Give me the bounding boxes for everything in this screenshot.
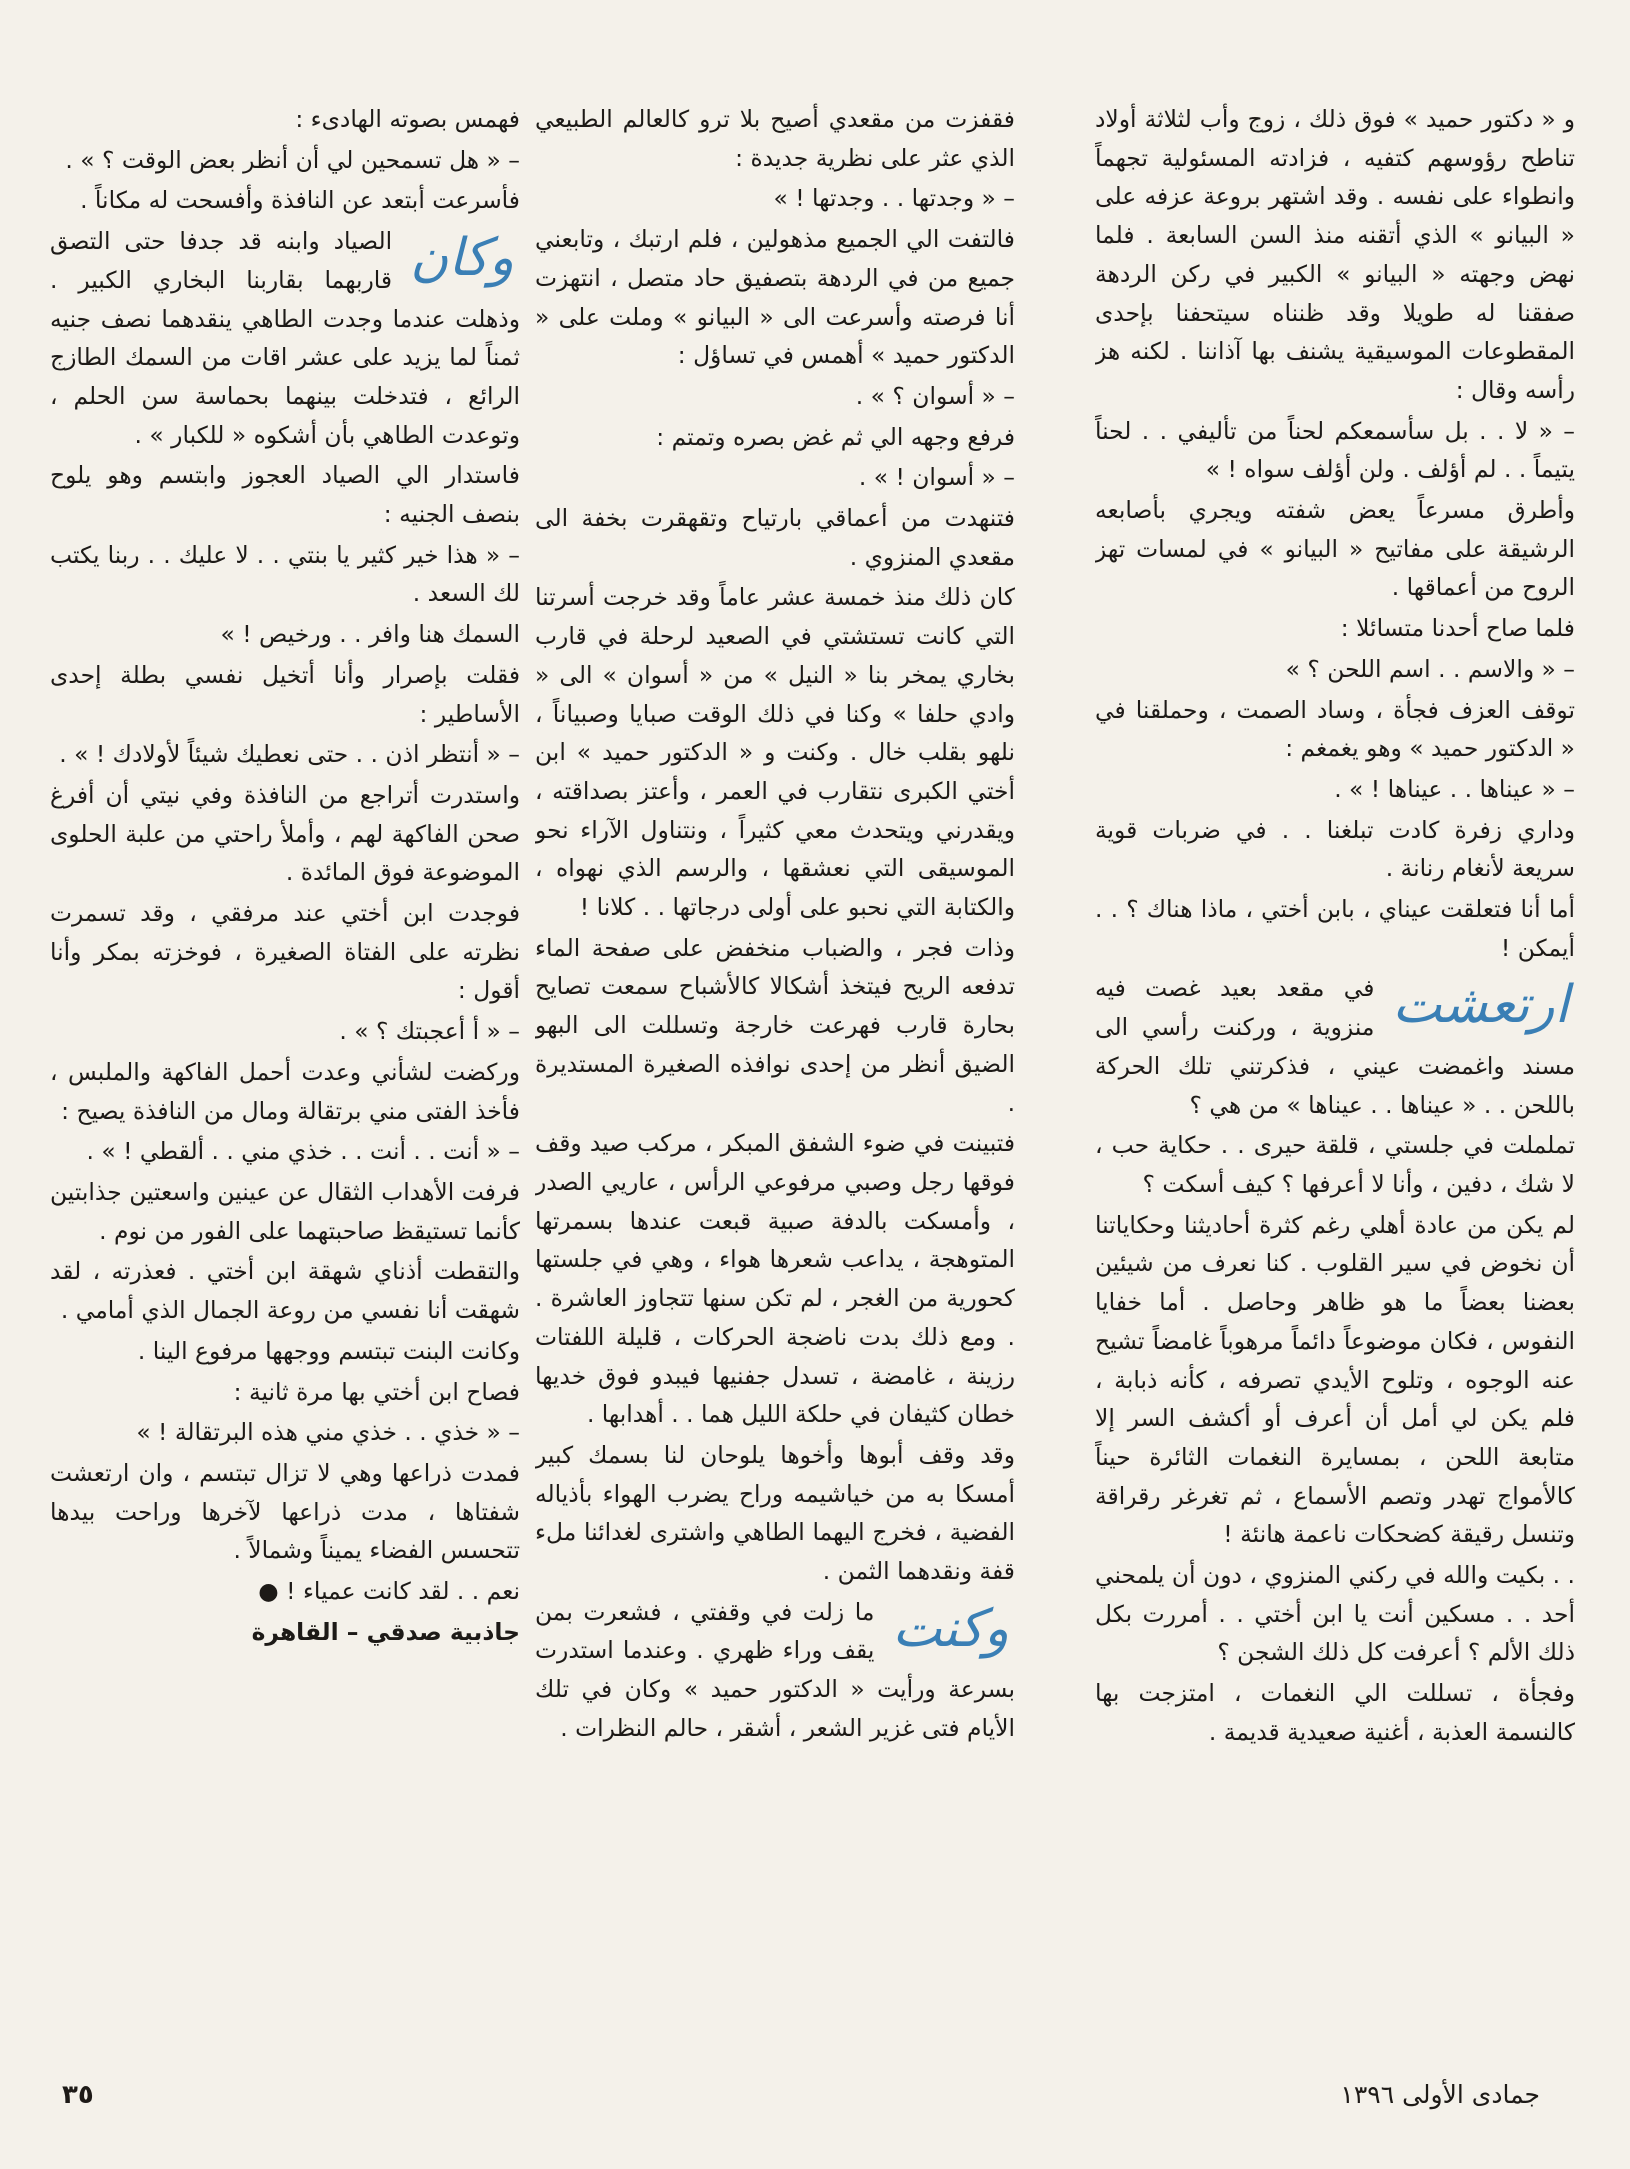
paragraph: فوجدت ابن أختي عند مرفقي ، وقد تسمرت نظرته على الفتاة الصغيرة ، فوخزته بمكر وأنا أقول : [50, 899, 520, 1005]
paragraph-text: في مقعد بعيد غصت فيه منزوية ، وركنت رأسي الى مسند واغمضت عيني ، فذكرتني تلك الحركة باللحن . . « عيناها . . عيناها » من هي ؟ [1095, 974, 1575, 1119]
paragraph: – « هذا خير كثير يا بنتي . . لا عليك . . ربنا يكتب لك السعد . [50, 540, 520, 608]
page-number: ٣٥ [62, 2080, 94, 2110]
paragraph: أما أنا فتعلقت عيناي ، بابن أختي ، ماذا هناك ؟ . . أيمكن ! [1095, 895, 1575, 962]
paragraph: فصاح ابن أختي بها مرة ثانية : [233, 1377, 520, 1406]
paragraph: وأطرق مسرعاً يعض شفته ويجري بأصابعه الرشيقة على مفاتيح « البيانو » في لمسات تهز الروح من أعماقها . [1095, 496, 1575, 602]
decorative-word-right: ارتعشت [1392, 975, 1569, 1036]
paragraph: وفجأة ، تسللت الي النغمات ، امتزجت بها كالنسمة العذبة ، أغنية صعيدية قديمة . [1095, 1679, 1575, 1746]
paragraph-text: الصياد وابنه قد جدفا حتى التصق قاربهما بقاربنا البخاري الكبير . وذهلت عندما وجدت الطاهي ينقدهما نصف جنيه ثمناً لما يزيد على عشر اقات من السمك الطازج الرائع ، فتدخلت بينهما بحماسة سن الحلم ، وتوعدت الطاهي بأن أشكوه « للكبار » . [50, 227, 520, 449]
paragraph: . . بكيت والله في ركني المنزوي ، دون أن يلمحني أحد . . مسكين أنت يا ابن أختي . . أمررت بكل ذلك الألم ؟ أعرفت كل ذلك الشجن ؟ [1095, 1561, 1575, 1667]
issue-date: جمادى الأولى ١٣٩٦ [1340, 2080, 1540, 2109]
paragraph: – « خذي . . خذي مني هذه البرتقالة ! » [136, 1418, 520, 1447]
paragraph: – « عيناها . . عيناها ! » . [1334, 774, 1575, 803]
paragraph: واستدرت أتراجع من النافذة وفي نيتي أن أفرغ صحن الفاكهة لهم ، وأملأ راحتي من علبة الحلوى الموضوعة فوق المائدة . [50, 780, 520, 887]
paragraph: فتنهدت من أعماقي بارتياح وتقهقرت بخفة الى مقعدي المنزوي . [535, 504, 1015, 571]
author-signature: جاذبية صدقي – القاهرة [251, 1617, 520, 1646]
paragraph: – « أسوان ؟ » . [855, 381, 1015, 410]
paragraph: فاستدار الي الصياد العجوز وابتسم وهو يلوح بنصف الجنيه : [50, 461, 520, 529]
article-page [40, 100, 1585, 2060]
decorative-word-middle: وكنت [892, 1598, 1009, 1659]
paragraph: فرفع وجهه الي ثم غض بصره وتمتم : [656, 422, 1015, 451]
column-right [1095, 100, 1575, 2060]
paragraph: – « هل تسمحين لي أن أنظر بعض الوقت ؟ » . [65, 145, 520, 174]
paragraph: – « أسوان ! » . [858, 463, 1015, 492]
paragraph: وذات فجر ، والضباب منخفض على صفحة الماء تدفعه الريح فيتخذ أشكالا كالأشباح سمعت تصايح بحارة قارب فهرعت خارجة وتسللت الى البهو الضيق أنظر من إحدى نوافذه الصغيرة المستديرة . [535, 933, 1015, 1117]
paragraph: – « أنتظر اذن . . حتى نعطيك شيئاً لأولادك ! » . [59, 740, 520, 769]
paragraph: وقد وقف أبوها وأخوها يلوحان لنا بسمك كبير أمسكا به من خياشيمه وراح يضرب الهواء بأذياله الفضية ، فخرج اليهما الطاهي واشترى لغدائنا ملء قفة ونقدهما الثمن . [535, 1440, 1015, 1586]
decorative-word-left: وكان [410, 228, 514, 289]
paragraph: – « وجدتها . . وجدتها ! » [773, 184, 1015, 213]
paragraph: وداري زفرة كادت تبلغنا . . في ضربات قوية سريعة لأنغام رنانة . [1095, 815, 1575, 883]
paragraph: فلما صاح أحدنا متسائلا : [1340, 614, 1575, 643]
paragraph: تململت في جلستي ، قلقة حيرى . . حكاية حب ، لا شك ، دفين ، وأنا لا أعرفها ؟ كيف أسكت ؟ [1095, 1131, 1575, 1198]
paragraph: فقفزت من مقعدي أصيح بلا ترو كالعالم الطبيعي الذي عثر على نظرية جديدة : [535, 105, 1015, 172]
paragraph: فالتفت الي الجميع مذهولين ، فلم ارتبك ، وتابعني جميع من في الردهة بتصفيق حاد متصل ، انتهزت أنا فرصته وأسرعت الى « البيانو » وملت على « الدكتور حميد » أهمس في تساؤل : [535, 225, 1015, 370]
paragraph: نعم . . لقد كانت عمياء ! ● [258, 1577, 520, 1606]
paragraph [1095, 969, 1575, 1124]
column-middle [535, 100, 1015, 2060]
paragraph: توقف العزف فجأة ، وساد الصمت ، وحملقنا في « الدكتور حميد » وهو يغمغم : [1095, 695, 1575, 763]
paragraph: فتبينت في ضوء الشفق المبكر ، مركب صيد وقف فوقها رجل وصبي مرفوعي الرأس ، عاريي الصدر ، وأمسكت بالدفة صبية قبعت عندها بسمرتها المتوهجة ، يداعب شعرها هواء ، وهي في جلستها كحورية من الغجر ، لم تكن سنها تتجاوز العاشرة . . ومع ذلك بدت ناضجة الحركات ، قليلة اللفتات رزينة ، غامضة ، تسدل جفنيها فيبدو فوق خديها خطان كثيفان في حلكة الليل هما . . أهدابها . [535, 1129, 1015, 1429]
paragraph: – « أنت . . أنت . . خذي مني . . ألقطي ! » . [86, 1137, 520, 1166]
paragraph: – « أ أعجبتك ؟ » . [339, 1017, 520, 1046]
paragraph [50, 222, 520, 454]
paragraph: فأسرعت أبتعد عن النافذة وأفسحت له مكاناً . [80, 186, 520, 215]
paragraph: والتقطت أذناي شهقة ابن أختي . فعذرته ، لقد شهقت أنا نفسي من روعة الجمال الذي أمامي . [50, 1257, 520, 1325]
paragraph: و « دكتور حميد » فوق ذلك ، زوج وأب لثلاثة أولاد تناطح رؤوسهم كتفيه ، فزادته المسئولية تجهماً وانطواء على نفسه . وقد اشتهر بروعة عزفه على « البيانو » الذي أتقنه منذ السن السابعة . فلما نهض وجهته « البيانو » الكبير في ركن الردهة صفقنا له طويلا وقد ظنناه سيتحفنا بإحدى المقطوعات الموسيقية يشنف بها آذاننا . لكنه هز رأسه وقال : [1095, 105, 1575, 404]
paragraph-text: ما زلت في وقفتي ، فشعرت بمن يقف وراء ظهري . وعندما استدرت بسرعة ورأيت « الدكتور حميد » وكان في تلك الأيام فتى غزير الشعر ، أشقر ، حالم النظرات . [535, 1597, 1015, 1742]
paragraph: فمدت ذراعها وهي لا تزال تبتسم ، وان ارتعشت شفتاها ، مدت ذراعها لآخرها وراحت بيدها تتحسس الفضاء يميناً وشمالاً . [50, 1458, 520, 1565]
paragraph: – « لا . . بل سأسمعكم لحناً من تأليفي . . لحناً يتيماً . . لم أؤلف . ولن أؤلف سواه ! » [1095, 416, 1575, 484]
paragraph: فقلت بإصرار وأنا أتخيل نفسي بطلة إحدى الأساطير : [50, 660, 520, 728]
column-left [50, 100, 520, 2060]
paragraph: لم يكن من عادة أهلي رغم كثرة أحاديثنا وحكاياتنا أن نخوض في سير القلوب . كنا نعرف من شيئين بعضنا بعضاً ما هو ظاهر وحاصل . أما خفايا النفوس ، فكان موضوعاً دائماً مرهوباً غامضاً تشيح عنه الوجوه ، وتلوح الأيدي تصرفه ، كأنه ذبابة ، فلم يكن لي أمل أن أعرف أو أكشف السر إلا متابعة اللحن ، بمسايرة النغمات الثائرة حيناً كالأمواج تهدر وتصم الأسماع ، ثم تغرغر رقراقة وتنسل رقيقة كضحكات ناعمة هانئة ! [1095, 1210, 1575, 1549]
paragraph: – « والاسم . . اسم اللحن ؟ » [1285, 654, 1575, 683]
paragraph: وكانت البنت تبتسم ووجهها مرفوع الينا . [137, 1336, 520, 1365]
paragraph: وركضت لشأني وعدت أحمل الفاكهة والملبس ، فأخذ الفتى مني برتقالة ومال من النافذة يصيح : [50, 1057, 520, 1125]
paragraph: السمك هنا وافر . . ورخيص ! » [220, 620, 520, 649]
paragraph: فهمس بصوته الهادىء : [295, 105, 520, 133]
paragraph [535, 1593, 1015, 1748]
paragraph: فرفت الأهداب الثقال عن عينين واسعتين جذابتين كأنما تستيقظ صاحبتهما على الفور من نوم . [50, 1177, 520, 1245]
paragraph: كان ذلك منذ خمسة عشر عاماً وقد خرجت أسرتنا التي كانت تستشتي في الصعيد لرحلة في قارب بخاري يمخر بنا « النيل » من « أسوان » الى « وادي حلفا » وكنا في ذلك الوقت صبايا وصبياناً ، نلهو بقلب خال . وكنت و « الدكتور حميد » ابن أختي الكبرى نتقارب في العمر ، وأعتز بصداقته ، ويقدرني ويتحدث معي كثيراً ، ونتناول الآراء نحو الموسيقى التي نعشقها ، والرسم الذي نهواه ، والكتابة التي نحبو على أولى درجاتها . . كلانا ! [535, 583, 1015, 922]
